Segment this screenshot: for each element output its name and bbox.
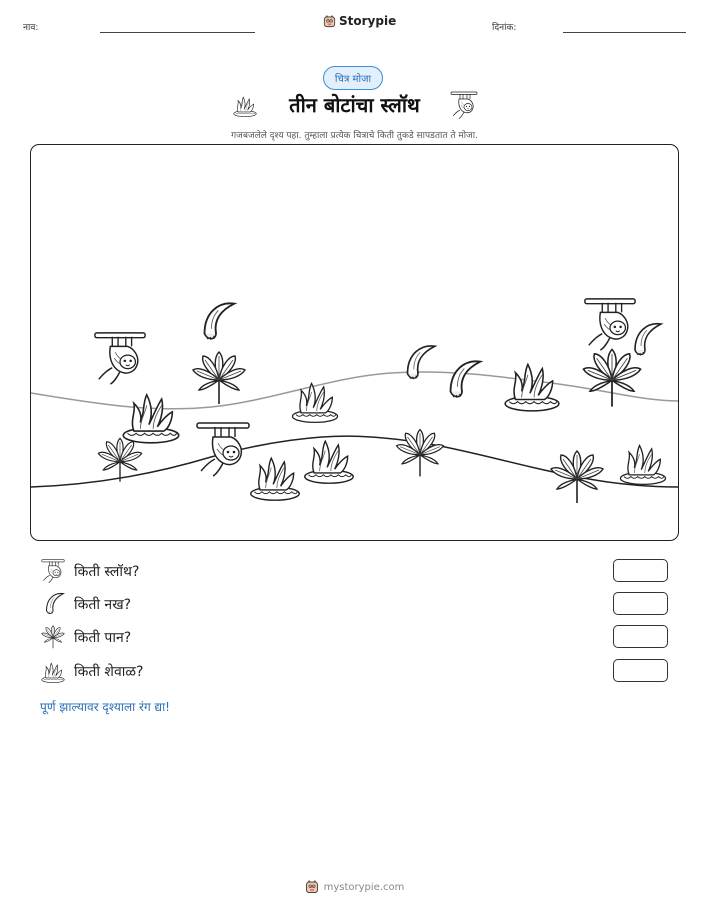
brand-name: Storypie <box>339 14 397 28</box>
color-instruction: पूर्ण झाल्यावर दृश्याला रंग द्या! <box>40 700 170 714</box>
claw-icon <box>40 591 66 617</box>
scene-sloth <box>193 419 253 479</box>
footer-site: mystorypie.com <box>323 881 405 893</box>
question-text: किती नख? <box>74 596 132 613</box>
sloth-icon <box>40 558 66 584</box>
category-pill: चित्र मोजा <box>323 66 383 90</box>
worksheet-title: तीन बोटांचा स्लॉथ <box>289 93 420 117</box>
question-text: किती स्लॉथ? <box>74 563 140 580</box>
scene-sloth <box>91 328 149 388</box>
scene-moss <box>289 369 341 429</box>
scene-leaf <box>579 345 645 411</box>
sloth-icon <box>448 90 480 120</box>
scene-claw <box>397 340 439 386</box>
question-text: किती पान? <box>74 629 132 646</box>
answer-box-moss[interactable] <box>613 659 668 682</box>
footer <box>0 880 709 894</box>
scene-claw <box>193 297 239 347</box>
scene-moss <box>501 349 563 417</box>
name-label: नाव: <box>23 23 39 33</box>
scene-leaf <box>187 348 251 408</box>
question-leaves <box>40 625 131 649</box>
answer-box-sloths[interactable] <box>613 559 668 582</box>
scene-claw <box>439 355 485 405</box>
scene-moss <box>247 441 303 509</box>
answer-box-claws[interactable] <box>613 592 668 615</box>
question-text: किती शेवाळ? <box>74 663 144 680</box>
counting-scene <box>30 144 679 541</box>
scene-moss <box>119 381 183 447</box>
scene-moss <box>301 427 357 489</box>
scene-leaf <box>547 445 607 509</box>
scene-leaf <box>393 425 447 481</box>
name-line[interactable] <box>100 32 255 33</box>
question-sloths <box>40 559 139 583</box>
instructions: गजबजलेले दृश्य पहा. तुम्हाला प्रत्येक चित्राचे किती तुकडे सापडतात ते मोजा. <box>231 131 478 141</box>
storypie-logo-icon <box>305 880 319 894</box>
date-label: दिनांक: <box>492 23 517 33</box>
brand-logo <box>323 14 396 28</box>
scene-moss <box>617 433 669 489</box>
question-claws <box>40 592 131 616</box>
leaf-icon <box>40 624 66 650</box>
date-line[interactable] <box>563 32 686 33</box>
storypie-logo-icon <box>323 15 336 28</box>
answer-box-leaves[interactable] <box>613 625 668 648</box>
moss-icon <box>40 658 66 684</box>
question-moss <box>40 659 143 683</box>
